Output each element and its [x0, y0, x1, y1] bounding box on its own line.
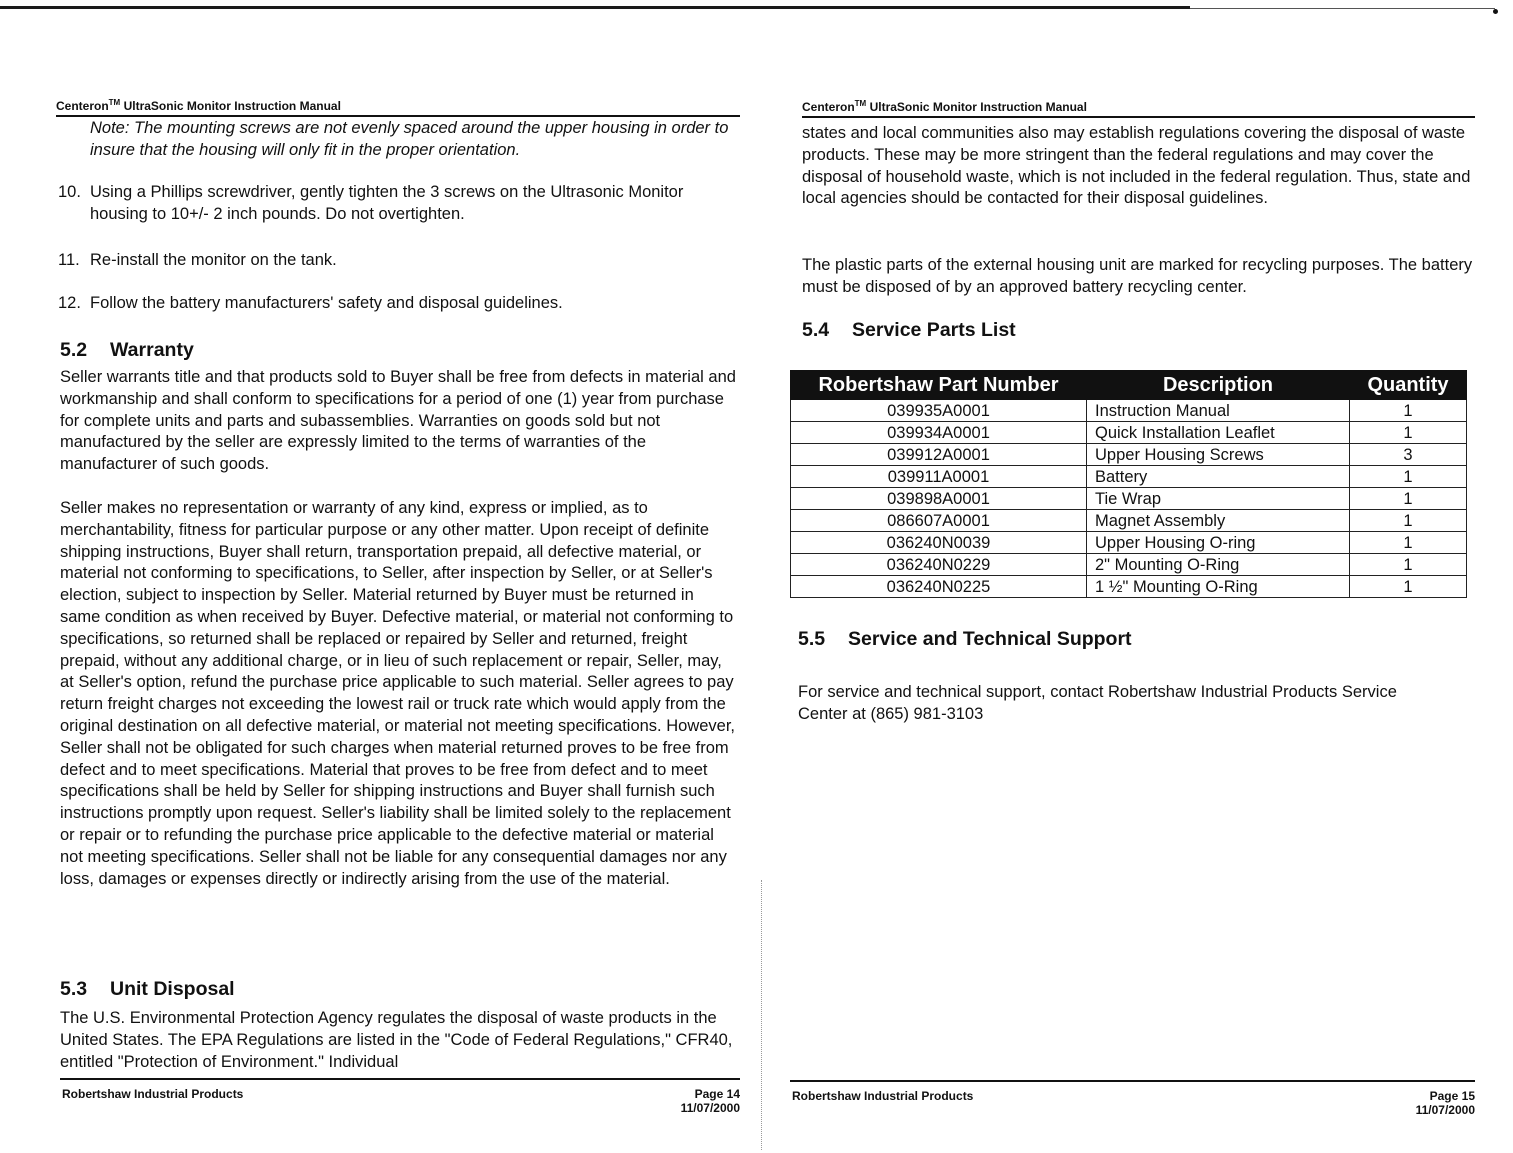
- binding-gutter-marks: [761, 880, 763, 1150]
- section-heading-unit-disposal: 5.3 Unit Disposal: [60, 978, 235, 1000]
- quantity-cell: 1: [1350, 576, 1467, 598]
- service-parts-table: [790, 370, 1467, 598]
- quantity-cell: 1: [1350, 466, 1467, 488]
- table-row: [791, 576, 1467, 598]
- table-row: [791, 488, 1467, 510]
- quantity-cell: 1: [1350, 510, 1467, 532]
- part-number-cell: 036240N0039: [791, 532, 1087, 554]
- quantity-cell: 1: [1350, 488, 1467, 510]
- column-header-part-number: Robertshaw Part Number: [791, 371, 1087, 400]
- quantity-cell: 1: [1350, 422, 1467, 444]
- part-number-cell: 086607A0001: [791, 510, 1087, 532]
- table-row: [791, 554, 1467, 576]
- description-cell: Tie Wrap: [1087, 488, 1350, 510]
- table-row: [791, 532, 1467, 554]
- description-cell: 1 ½" Mounting O-Ring: [1087, 576, 1350, 598]
- part-number-cell: 039912A0001: [791, 444, 1087, 466]
- part-number-cell: 036240N0225: [791, 576, 1087, 598]
- table-row: [791, 444, 1467, 466]
- quantity-cell: 1: [1350, 532, 1467, 554]
- part-number-cell: 039911A0001: [791, 466, 1087, 488]
- page-number: Page 14: [694, 1087, 740, 1101]
- quantity-cell: 1: [1350, 554, 1467, 576]
- scan-artifact-dot: [1493, 9, 1498, 14]
- page-header: Centeron™ UltraSonic Monitor Instruction Manual: [56, 98, 740, 117]
- description-cell: Quick Installation Leaflet: [1087, 422, 1350, 444]
- description-cell: Battery: [1087, 466, 1350, 488]
- description-cell: 2" Mounting O-Ring: [1087, 554, 1350, 576]
- part-number-cell: 039935A0001: [791, 400, 1087, 422]
- step-12: 12. Follow the battery manufacturers' safety and disposal guidelines.: [58, 294, 563, 312]
- warranty-paragraph-2: Seller makes no representation or warranty of any kind, express or implied, as to merchantability, fitness for particular purpose or any other matter. Upon receipt of definite shipping instructions, Buyer shall return, transportation prepaid, all defective material, or material not conforming to specifications, to Seller, after inspection by Seller, or at Seller's election, subject to inspection by Seller. Material returned by Buyer must be returned in same condition as when received by Buyer. Defective material, or material not conforming to specifications, so returned shall be replaced or repaired by Seller and returned, freight prepaid, without any additional charge, or in lieu of such replacement or repair, Seller, may, at Seller's option, refund the purchase price applicable to such material. Seller agrees to pay return freight charges not exceeding the lowest rail or truck rate which would apply from the original destination on all defective material, or material not meeting specifications. However, Seller shall not be obligated for such charges when material returned proves to be free from defect and to meet specifications. Material that proves to be free from defect and to meet specifications shall be held by Seller for shipping instructions and Buyer shall furnish such instructions promptly upon request. Seller's liability shall be limited solely to the replacement or repair or to refunding the purchase price applicable to the defective material or material not meeting specifications. Seller shall not be liable for any consequential damages nor any loss, damages or expenses directly or indirectly arising from the use of the material.: [60, 499, 736, 888]
- step-10: 10. Using a Phillips screwdriver, gently tighten the 3 screws on the Ultrasonic Monitor housing to 10+/- 2 inch pounds. Do not overtighten.: [58, 183, 684, 223]
- description-cell: Instruction Manual: [1087, 400, 1350, 422]
- page-number: Page 15: [1429, 1089, 1475, 1103]
- table-row: [791, 510, 1467, 532]
- page-15: [790, 0, 1475, 1153]
- part-number-cell: 039934A0001: [791, 422, 1087, 444]
- description-cell: Upper Housing O-ring: [1087, 532, 1350, 554]
- page-date: 11/07/2000: [680, 1101, 740, 1115]
- table-row: [791, 422, 1467, 444]
- recycling-paragraph: The plastic parts of the external housing unit are marked for recycling purposes. The battery must be disposed of by an approved battery recycling center.: [802, 256, 1473, 296]
- page-footer: Robertshaw Industrial Products Page 14 11/07/2000: [60, 1078, 740, 1086]
- support-paragraph: For service and technical support, contact Robertshaw Industrial Products Service Center at (865) 981-3103: [798, 683, 1397, 723]
- column-header-quantity: Quantity: [1350, 371, 1467, 400]
- description-cell: Magnet Assembly: [1087, 510, 1350, 532]
- section-heading-warranty: 5.2 Warranty: [60, 339, 194, 361]
- page-header: Centeron™ UltraSonic Monitor Instruction Manual: [802, 99, 1475, 118]
- page-date: 11/07/2000: [1415, 1103, 1475, 1117]
- quantity-cell: 1: [1350, 400, 1467, 422]
- table-row: [791, 400, 1467, 422]
- section-heading-support: 5.5 Service and Technical Support: [798, 628, 1132, 650]
- table-row: [791, 466, 1467, 488]
- page-14: [56, 0, 740, 1153]
- warranty-paragraph-1: Seller warrants title and that products sold to Buyer shall be free from defects in material and workmanship and shall conform to specifications for a period of one (1) year from purchase for complete units and parts and subassemblies. Warranties on goods sold but not manufactured by the seller are expressly limited to the terms of warranties of the manufacturer of such goods.: [60, 368, 736, 474]
- disposal-paragraph: The U.S. Environmental Protection Agency regulates the disposal of waste products in the United States. The EPA Regulations are listed in the "Code of Federal Regulations," CFR40, entitled "Protection of Environment." Individual: [60, 1009, 733, 1071]
- disposal-continued-paragraph: states and local communities also may establish regulations covering the disposal of waste products. These may be more stringent than the federal regulations and may cover the disposal of household waste, which is not included in the federal regulation. Thus, state and local agencies should be contacted for their disposal guidelines.: [802, 124, 1471, 208]
- step-11: 11. Re-install the monitor on the tank.: [58, 251, 337, 269]
- quantity-cell: 3: [1350, 444, 1467, 466]
- column-header-description: Description: [1087, 371, 1350, 400]
- part-number-cell: 036240N0229: [791, 554, 1087, 576]
- page-footer: Robertshaw Industrial Products Page 15 11/07/2000: [790, 1080, 1475, 1088]
- part-number-cell: 039898A0001: [791, 488, 1087, 510]
- description-cell: Upper Housing Screws: [1087, 444, 1350, 466]
- mounting-note: Note: The mounting screws are not evenly spaced around the upper housing in order to insure that the housing will only fit in the proper orientation.: [90, 119, 729, 159]
- section-heading-service-parts: 5.4 Service Parts List: [802, 319, 1016, 341]
